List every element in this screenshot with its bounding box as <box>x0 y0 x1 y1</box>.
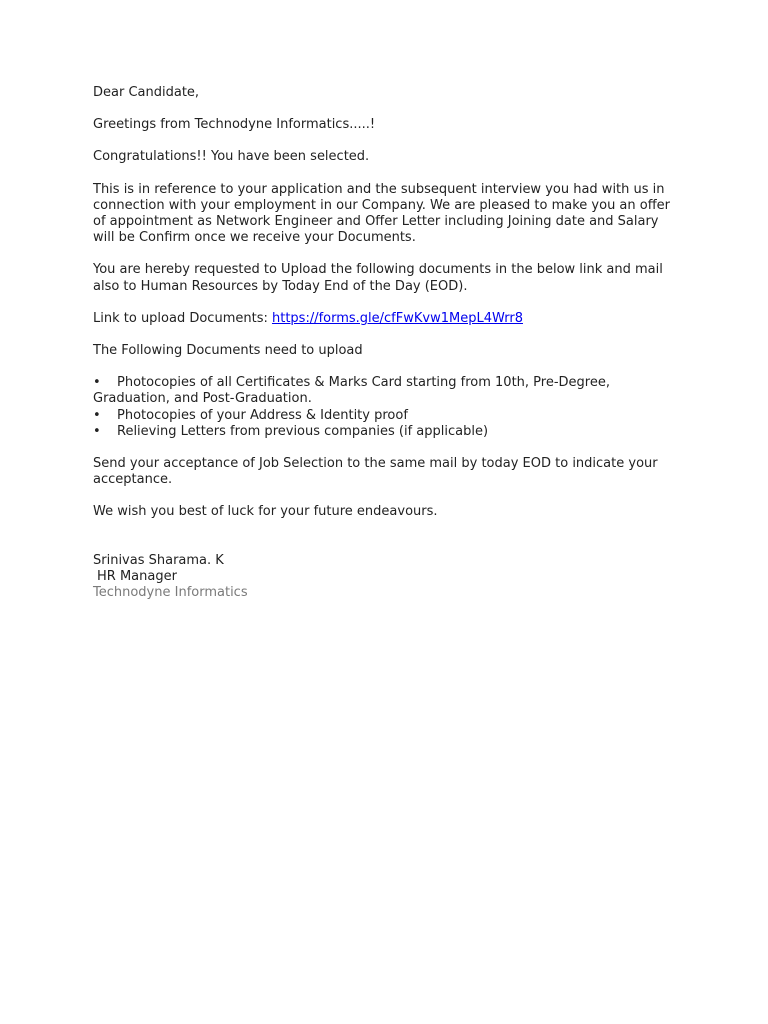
acceptance-paragraph: Send your acceptance of Job Selection to the same mail by today EOD to indicate your acceptance. <box>93 456 658 488</box>
intro-line: Greetings from Technodyne Informatics.....! <box>93 117 376 133</box>
letter-body <box>93 85 678 601</box>
signature-title: HR Manager <box>97 568 177 584</box>
signature-block <box>93 553 678 602</box>
list-item <box>93 424 678 440</box>
bullet-icon: • <box>93 407 101 423</box>
document-item-text: Photocopies of all Certificates & Marks Card starting from 10th, Pre-Degree, Graduation, and Post-Graduation. <box>93 375 610 407</box>
signature-company: Technodyne Informatics <box>93 585 248 601</box>
upload-label: Link to upload Documents: <box>93 310 272 326</box>
documents-list <box>93 375 678 440</box>
document-item-text: Relieving Letters from previous companies (if applicable) <box>117 423 489 439</box>
bullet-icon: • <box>93 423 101 439</box>
request-paragraph: You are hereby requested to Upload the following documents in the below link and mail also to Human Resources by Today End of the Day (EOD). <box>93 262 663 294</box>
closing-line: We wish you best of luck for your future endeavours. <box>93 504 438 520</box>
greeting: Dear Candidate, <box>93 85 200 100</box>
document-item-text: Photocopies of your Address & Identity proof <box>117 407 408 423</box>
congratulations-line: Congratulations!! You have been selected. <box>93 149 370 165</box>
documents-heading: The Following Documents need to upload <box>93 343 363 359</box>
upload-link[interactable]: https://forms.gle/cfFwKvw1MepL4Wrr8 <box>271 310 523 326</box>
bullet-icon: • <box>93 375 101 391</box>
reference-paragraph: This is in reference to your application and the subsequent interview you had with us in connection with your employment in our Company. We are pleased to make you an offer of appointment as Network Engineer and Offer Letter including Joining date and Salary will be Confirm once we receive your Documents. <box>93 181 671 246</box>
signature-name: Srinivas Sharama. K <box>93 552 224 568</box>
list-item <box>93 375 678 407</box>
list-item <box>93 408 678 424</box>
upload-line <box>93 311 678 327</box>
